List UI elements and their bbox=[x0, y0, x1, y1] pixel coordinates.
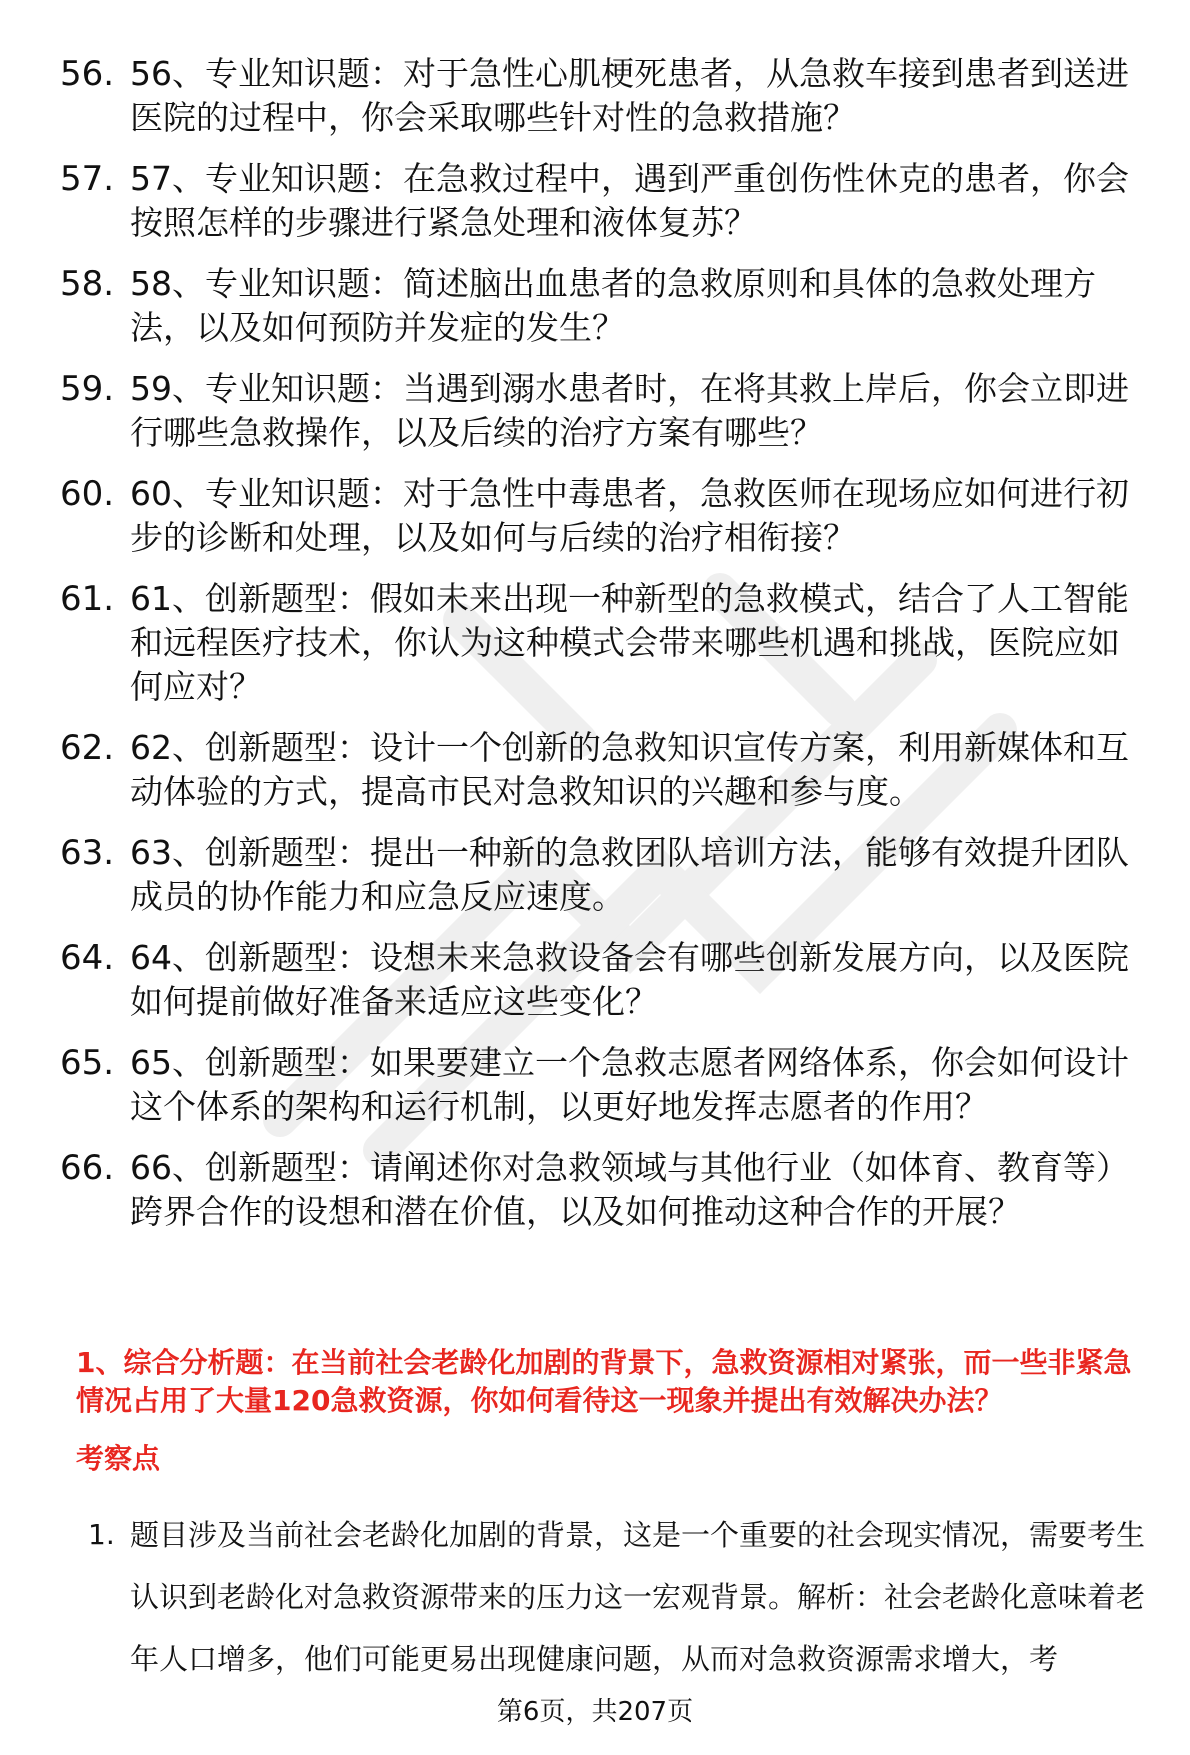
page-footer: 第6页，共207页 bbox=[496, 1697, 694, 1727]
list-item-number: 61. bbox=[60, 579, 115, 619]
list-item-number: 59. bbox=[60, 369, 115, 409]
list-item bbox=[60, 936, 1150, 1024]
list-item-number: 65. bbox=[60, 1043, 115, 1083]
list-item bbox=[60, 726, 1150, 814]
list-item bbox=[60, 577, 1150, 709]
list-item-number: 63. bbox=[60, 833, 115, 873]
list-item bbox=[60, 367, 1150, 455]
list-item-text: 66、创新题型：请阐述你对急救领域与其他行业（如体育、教育等）跨界合作的设想和潜在价值，以及如何推动这种合作的开展？ bbox=[130, 1148, 1129, 1231]
list-item-text: 63、创新题型：提出一种新的急救团队培训方法，能够有效提升团队成员的协作能力和应急反应速度。 bbox=[130, 833, 1129, 916]
list-item-text: 61、创新题型：假如未来出现一种新型的急救模式，结合了人工智能和远程医疗技术，你认为这种模式会带来哪些机遇和挑战，医院应如何应对？ bbox=[130, 579, 1129, 706]
section-title: 考察点 bbox=[76, 1442, 161, 1475]
list-item-text: 58、专业知识题：简述脑出血患者的急救原则和具体的急救处理方法，以及如何预防并发症的发生？ bbox=[130, 264, 1096, 347]
list-item bbox=[60, 831, 1150, 919]
list-item bbox=[60, 472, 1150, 560]
list-item-number: 64. bbox=[60, 938, 115, 978]
list-item-number: 60. bbox=[60, 474, 115, 514]
list-item-text: 62、创新题型：设计一个创新的急救知识宣传方案，利用新媒体和互动体验的方式，提高市民对急救知识的兴趣和参与度。 bbox=[130, 728, 1129, 811]
list-item-number: 57. bbox=[60, 159, 115, 199]
list-item-text: 56、专业知识题：对于急性心肌梗死患者，从急救车接到患者到送进医院的过程中，你会采取哪些针对性的急救措施？ bbox=[130, 54, 1129, 137]
list-item bbox=[60, 52, 1150, 140]
analysis-point-text: 题目涉及当前社会老龄化加剧的背景，这是一个重要的社会现实情况，需要考生认识到老龄化对急救资源带来的压力这一宏观背景。解析：社会老龄化意味着老年人口增多，他们可能更易出现健康问题，从而对急救资源需求增大，考 bbox=[130, 1518, 1146, 1676]
list-item-text: 64、创新题型：设想未来急救设备会有哪些创新发展方向，以及医院如何提前做好准备来适应这些变化？ bbox=[130, 938, 1129, 1021]
list-item-text: 57、专业知识题：在急救过程中，遇到严重创伤性休克的患者，你会按照怎样的步骤进行紧急处理和液体复苏？ bbox=[130, 159, 1129, 242]
list-item bbox=[60, 1146, 1150, 1234]
list-item-number: 66. bbox=[60, 1148, 115, 1188]
list-item-number: 62. bbox=[60, 728, 115, 768]
list-item bbox=[60, 157, 1150, 245]
list-item bbox=[60, 262, 1150, 350]
list-item bbox=[60, 1041, 1150, 1129]
analysis-question-heading: 1、综合分析题：在当前社会老龄化加剧的背景下，急救资源相对紧张，而一些非紧急情况占用了大量120急救资源，你如何看待这一现象并提出有效解决办法？ bbox=[76, 1346, 1132, 1417]
list-item-text: 60、专业知识题：对于急性中毒患者，急救医师在现场应如何进行初步的诊断和处理，以及如何与后续的治疗相衔接？ bbox=[130, 474, 1129, 557]
question-list bbox=[60, 52, 1150, 1251]
analysis-point bbox=[88, 1504, 1153, 1690]
analysis-point-number: 1. bbox=[88, 1518, 115, 1551]
list-item-number: 56. bbox=[60, 54, 115, 94]
list-item-text: 65、创新题型：如果要建立一个急救志愿者网络体系，你会如何设计这个体系的架构和运行机制，以更好地发挥志愿者的作用？ bbox=[130, 1043, 1129, 1126]
list-item-text: 59、专业知识题：当遇到溺水患者时，在将其救上岸后，你会立即进行哪些急救操作，以及后续的治疗方案有哪些？ bbox=[130, 369, 1129, 452]
list-item-number: 58. bbox=[60, 264, 115, 304]
